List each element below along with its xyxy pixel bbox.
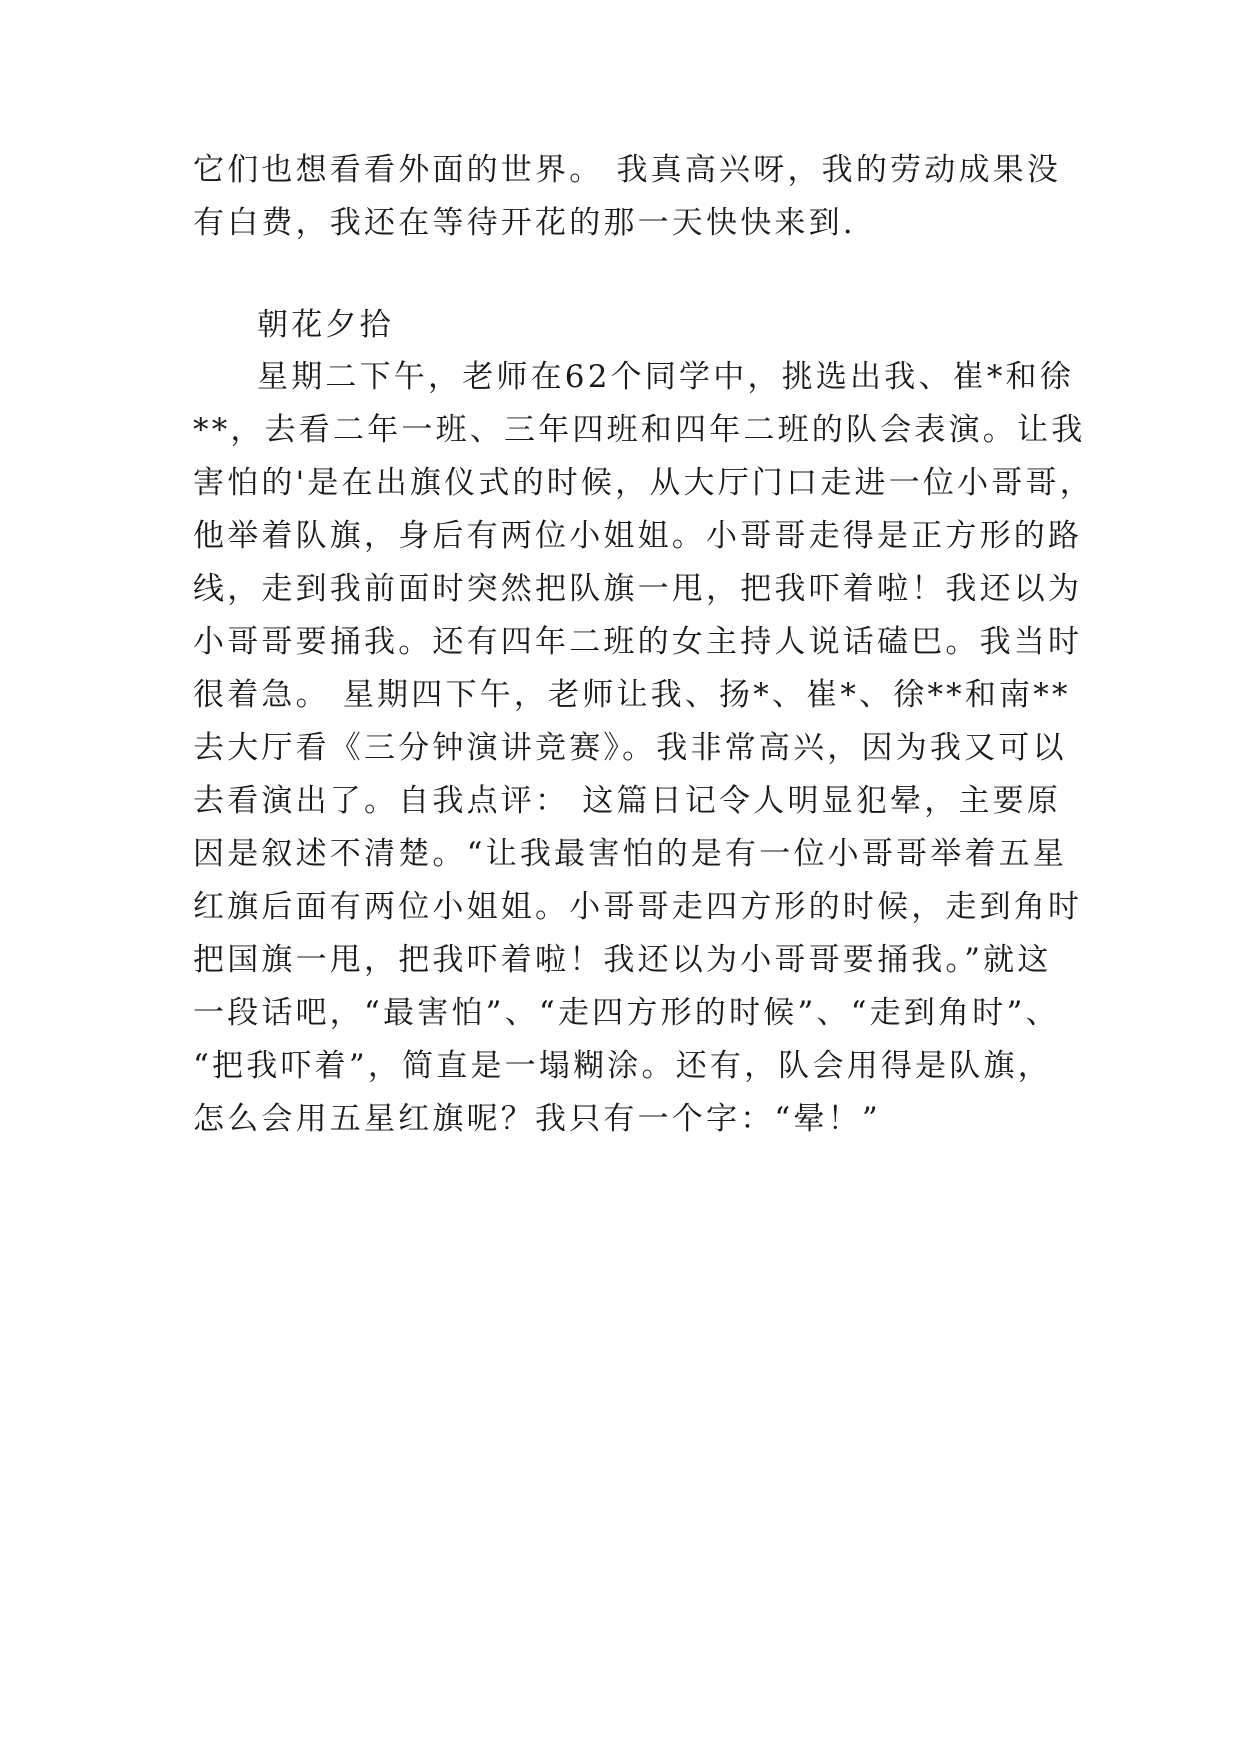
body-line-12: 把国旗一甩，把我吓着啦！我还以为小哥哥要捅我。”就这 bbox=[193, 942, 1052, 978]
body-line-2: **，去看二年一班、三年四班和四年二班的队会表演。让我 bbox=[193, 412, 1086, 448]
body-line-10: 因是叙述不清楚。“让我最害怕的是有一位小哥哥举着五星 bbox=[193, 836, 1068, 872]
intro-line-1: 它们也想看看外面的世界。 我真高兴呀，我的劳动成果没 bbox=[193, 152, 1062, 188]
body-line-7: 很着急。 星期四下午，老师让我、扬*、崔*、徐**和南** bbox=[193, 677, 1071, 713]
body-line-4: 他举着队旗，身后有两位小姐姐。小哥哥走得是正方形的路 bbox=[193, 518, 1083, 554]
body-line-13: 一段话吧，“最害怕”、“走四方形的时候”、“走到角时”、 bbox=[193, 995, 1060, 1031]
body-line-6: 小哥哥要捅我。还有四年二班的女主持人说话磕巴。我当时 bbox=[193, 624, 1083, 660]
body-line-11: 红旗后面有两位小姐姐。小哥哥走四方形的时候，走到角时 bbox=[193, 889, 1083, 925]
section-title: 朝花夕拾 bbox=[257, 307, 394, 343]
body-line-5: 线，走到我前面时突然把队旗一甩，把我吓着啦！我还以为 bbox=[193, 571, 1083, 607]
body-line-8: 去大厅看《三分钟演讲竞赛》。我非常高兴，因为我又可以 bbox=[193, 730, 1067, 766]
body-line-1: 星期二下午，老师在62个同学中，挑选出我、崔*和徐 bbox=[257, 359, 1074, 395]
intro-line-2: 有白费，我还在等待开花的那一天快快来到. bbox=[193, 205, 856, 241]
body-line-15: 怎么会用五星红旗呢？我只有一个字：“晕！” bbox=[193, 1101, 881, 1137]
body-line-9: 去看演出了。自我点评： 这篇日记令人明显犯晕，主要原 bbox=[193, 783, 1062, 819]
body-line-14: “把我吓着”，简直是一塌糊涂。还有，队会用得是队旗， bbox=[193, 1048, 1052, 1084]
body-line-3: 害怕的'是在出旗仪式的时候，从大厅门口走进一位小哥哥， bbox=[193, 465, 1094, 501]
